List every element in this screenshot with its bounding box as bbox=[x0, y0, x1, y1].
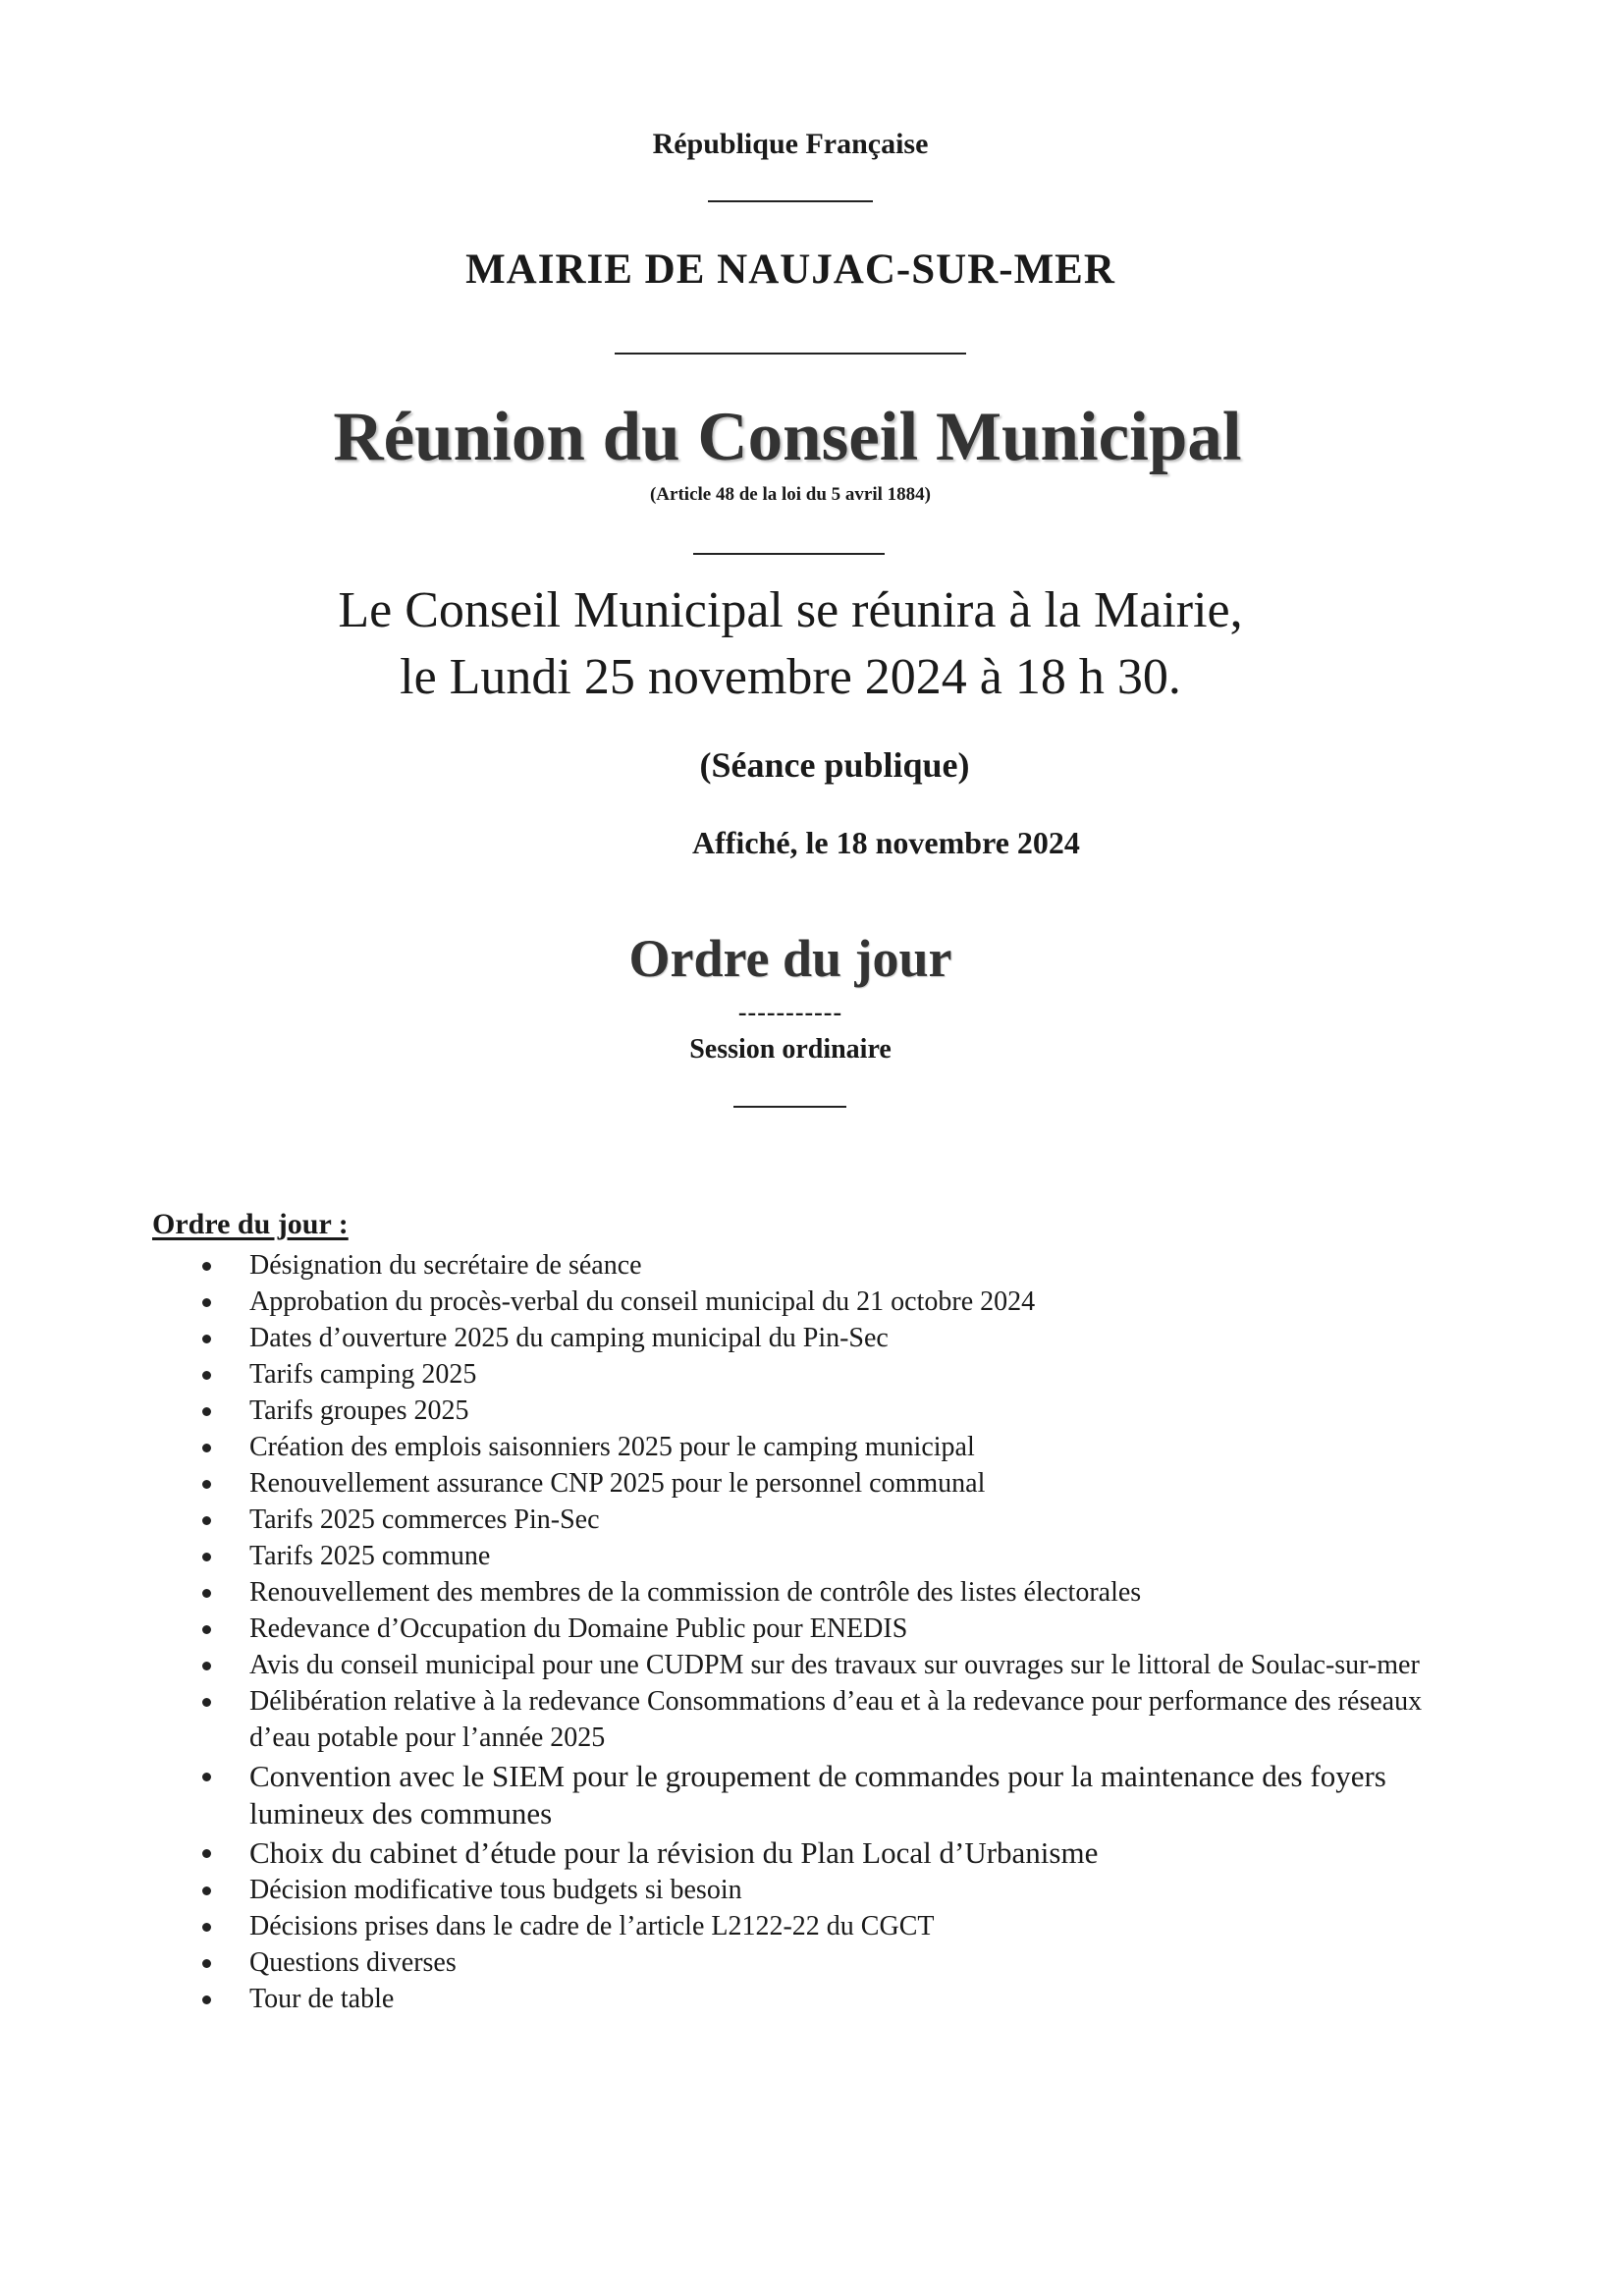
list-item-text: Tarifs camping 2025 bbox=[249, 1359, 477, 1390]
bullet-icon bbox=[202, 1407, 211, 1416]
bullet-icon bbox=[202, 1959, 211, 1968]
bullet-icon bbox=[202, 1298, 211, 1307]
convocation-line-2: le Lundi 25 novembre 2024 à 18 h 30. bbox=[400, 649, 1181, 705]
list-item bbox=[196, 1758, 1473, 1832]
list-item-text: Choix du cabinet d’étude pour la révision du Plan Local d’Urbanisme bbox=[249, 1835, 1099, 1870]
seance-type: (Séance publique) bbox=[699, 745, 970, 785]
bullet-icon bbox=[202, 1335, 211, 1343]
list-item bbox=[196, 1502, 1473, 1538]
bullet-icon bbox=[202, 1698, 211, 1707]
list-item-text: Tarifs 2025 commerces Pin-Sec bbox=[249, 1504, 600, 1535]
agenda-title: Ordre du jour bbox=[628, 929, 952, 988]
bullet-icon bbox=[202, 1553, 211, 1561]
list-item bbox=[196, 1284, 1473, 1320]
list-item-text: Renouvellement assurance CNP 2025 pour le personnel communal bbox=[249, 1468, 986, 1499]
bullet-icon bbox=[202, 1773, 211, 1781]
list-item bbox=[196, 1872, 1473, 1908]
bullet-icon bbox=[202, 1262, 211, 1271]
list-item bbox=[196, 1981, 1473, 2017]
list-item bbox=[196, 1683, 1473, 1756]
list-item-text: Tarifs groupes 2025 bbox=[249, 1395, 469, 1426]
divider bbox=[708, 200, 873, 202]
list-item bbox=[196, 1944, 1473, 1981]
list-item-text: Décisions prises dans le cadre de l’article L2122-22 du CGCT bbox=[249, 1911, 935, 1941]
list-item-text: Désignation du secrétaire de séance bbox=[249, 1250, 642, 1281]
list-item bbox=[196, 1647, 1473, 1683]
list-item bbox=[196, 1320, 1473, 1356]
list-item-text: Renouvellement des membres de la commission de contrôle des listes électorales bbox=[249, 1577, 1142, 1608]
bullet-icon bbox=[202, 1886, 211, 1895]
bullet-icon bbox=[202, 1625, 211, 1634]
list-item bbox=[196, 1393, 1473, 1429]
bullet-icon bbox=[202, 1995, 211, 2004]
list-item-text: Dates d’ouverture 2025 du camping municipal du Pin-Sec bbox=[249, 1323, 889, 1353]
mairie-heading: MAIRIE DE NAUJAC-SUR-MER bbox=[465, 246, 1115, 293]
list-item bbox=[196, 1574, 1473, 1611]
list-item bbox=[196, 1834, 1473, 1872]
list-item bbox=[196, 1356, 1473, 1393]
divider bbox=[733, 1106, 846, 1108]
convocation-text bbox=[201, 577, 1380, 711]
list-item bbox=[196, 1465, 1473, 1502]
agenda-heading: Ordre du jour : bbox=[152, 1208, 349, 1240]
list-item-text: Redevance d’Occupation du Domaine Public pour ENEDIS bbox=[249, 1613, 908, 1644]
dashed-separator: ----------- bbox=[737, 998, 843, 1026]
bullet-icon bbox=[202, 1849, 211, 1858]
list-item-text: Création des emplois saisonniers 2025 pour le camping municipal bbox=[249, 1432, 975, 1462]
list-item-text: Avis du conseil municipal pour une CUDPM sur des travaux sur ouvrages sur le littoral de Soulac-sur-mer bbox=[249, 1650, 1420, 1680]
bullet-icon bbox=[202, 1923, 211, 1932]
session-type: Session ordinaire bbox=[689, 1034, 892, 1065]
list-item-text: Approbation du procès-verbal du conseil municipal du 21 octobre 2024 bbox=[249, 1286, 1036, 1317]
list-item bbox=[196, 1429, 1473, 1465]
agenda-list bbox=[196, 1247, 1473, 2017]
posting-date: Affiché, le 18 novembre 2024 bbox=[692, 825, 1080, 860]
bullet-icon bbox=[202, 1444, 211, 1452]
list-item bbox=[196, 1247, 1473, 1284]
bullet-icon bbox=[202, 1516, 211, 1525]
list-item-text: Tour de table bbox=[249, 1984, 395, 2014]
list-item bbox=[196, 1538, 1473, 1574]
list-item-text: Questions diverses bbox=[249, 1947, 457, 1978]
bullet-icon bbox=[202, 1662, 211, 1670]
page-title: Réunion du Conseil Municipal bbox=[333, 399, 1242, 475]
divider bbox=[615, 353, 966, 355]
republique-heading: République Française bbox=[652, 128, 929, 160]
convocation-line-1: Le Conseil Municipal se réunira à la Mairie, bbox=[338, 582, 1243, 638]
divider bbox=[693, 553, 885, 555]
bullet-icon bbox=[202, 1371, 211, 1380]
bullet-icon bbox=[202, 1480, 211, 1489]
list-item bbox=[196, 1908, 1473, 1944]
list-item-text: Décision modificative tous budgets si besoin bbox=[249, 1875, 742, 1905]
legal-reference: (Article 48 de la loi du 5 avril 1884) bbox=[649, 484, 932, 505]
list-item-text: Tarifs 2025 commune bbox=[249, 1541, 491, 1571]
bullet-icon bbox=[202, 1589, 211, 1598]
list-item-text: Délibération relative à la redevance Consommations d’eau et à la redevance pour performance des réseaux d’eau potable pour l’année 2025 bbox=[249, 1686, 1423, 1753]
list-item-text: Convention avec le SIEM pour le groupement de commandes pour la maintenance des foyers lumineux des communes bbox=[249, 1759, 1386, 1831]
list-item bbox=[196, 1611, 1473, 1647]
